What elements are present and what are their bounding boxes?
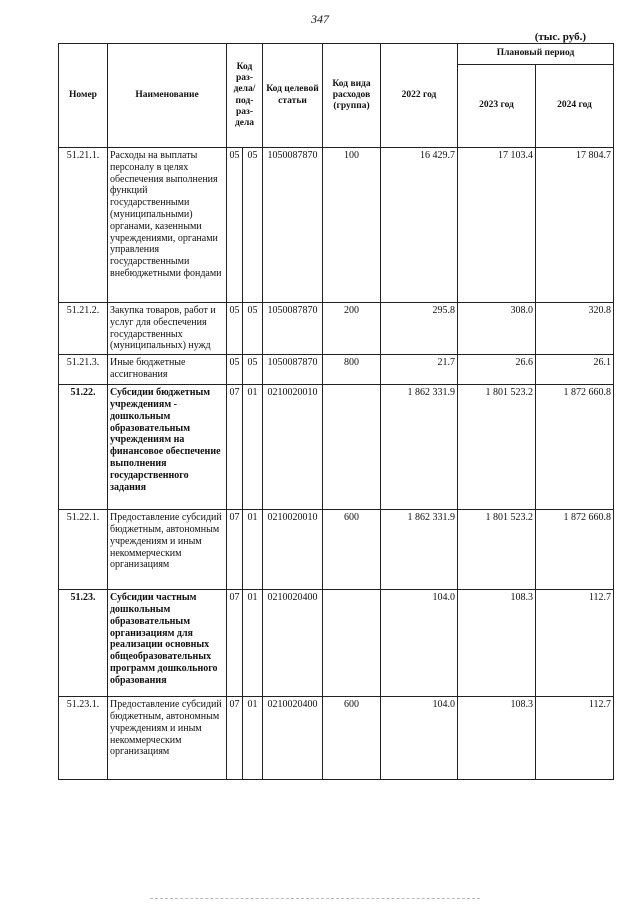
row-name: Иные бюджетные ассигнования	[108, 355, 227, 385]
row-2024: 26.1	[536, 355, 614, 385]
header-2022: 2022 год	[381, 44, 458, 148]
row-2023: 108.3	[458, 590, 536, 697]
header-section: Код раз-дела/ под-раз-дела	[227, 44, 263, 148]
row-2022: 1 862 331.9	[381, 510, 458, 590]
row-target: 0210020010	[263, 510, 323, 590]
row-2022: 295.8	[381, 303, 458, 355]
row-2024: 1 872 660.8	[536, 385, 614, 510]
row-2022: 104.0	[381, 697, 458, 780]
row-name: Расходы на выплаты персоналу в целях обеспечения выполнения функций государственными (муниципальными) органами, казенными учреждениями, органами управления государственными внебюджетными фондами	[108, 148, 227, 303]
row-number: 51.22.1.	[59, 510, 108, 590]
row-subsection: 05	[243, 148, 263, 303]
row-target: 0210020400	[263, 590, 323, 697]
row-subsection: 05	[243, 303, 263, 355]
table-row	[59, 303, 614, 355]
row-section: 07	[227, 697, 243, 780]
table-row	[59, 385, 614, 510]
row-2023: 26.6	[458, 355, 536, 385]
row-2023: 1 801 523.2	[458, 385, 536, 510]
row-2024: 320.8	[536, 303, 614, 355]
row-subsection: 01	[243, 385, 263, 510]
row-subsection: 05	[243, 355, 263, 385]
row-number: 51.23.1.	[59, 697, 108, 780]
row-2024: 1 872 660.8	[536, 510, 614, 590]
row-2022: 104.0	[381, 590, 458, 697]
header-number: Номер	[59, 44, 108, 148]
row-target: 1050087870	[263, 355, 323, 385]
row-name: Предоставление субсидий бюджетным, автономным учреждениям и иным некоммерческим организациям	[108, 510, 227, 590]
row-section: 07	[227, 385, 243, 510]
row-2023: 308.0	[458, 303, 536, 355]
row-section: 07	[227, 510, 243, 590]
row-number: 51.23.	[59, 590, 108, 697]
row-section: 07	[227, 590, 243, 697]
row-section: 05	[227, 303, 243, 355]
table-body	[59, 148, 614, 780]
row-target: 0210020400	[263, 697, 323, 780]
header-target: Код целевой статьи	[263, 44, 323, 148]
row-name: Субсидии бюджетным учреждениям - дошкольным образовательным учреждениям на финансовое обеспечение выполнения государственного задания	[108, 385, 227, 510]
header-plan-period: Плановый период	[458, 44, 614, 65]
row-2023: 1 801 523.2	[458, 510, 536, 590]
header-name: Наименование	[108, 44, 227, 148]
row-subsection: 01	[243, 697, 263, 780]
row-expense-type	[323, 590, 381, 697]
header-row-1	[59, 44, 614, 65]
row-target: 1050087870	[263, 148, 323, 303]
row-2023: 108.3	[458, 697, 536, 780]
row-expense-type: 600	[323, 510, 381, 590]
row-expense-type: 200	[323, 303, 381, 355]
row-number: 51.21.3.	[59, 355, 108, 385]
row-number: 51.22.	[59, 385, 108, 510]
table-row	[59, 590, 614, 697]
row-subsection: 01	[243, 590, 263, 697]
row-name: Закупка товаров, работ и услуг для обеспечения государственных (муниципальных) нужд	[108, 303, 227, 355]
row-target: 1050087870	[263, 303, 323, 355]
table-row	[59, 510, 614, 590]
row-2022: 16 429.7	[381, 148, 458, 303]
table-row	[59, 148, 614, 303]
table-row	[59, 697, 614, 780]
row-expense-type	[323, 385, 381, 510]
row-expense-type: 600	[323, 697, 381, 780]
row-name: Предоставление субсидий бюджетным, автономным учреждениям и иным некоммерческим организациям	[108, 697, 227, 780]
row-2022: 21.7	[381, 355, 458, 385]
header-2024: 2024 год	[536, 65, 614, 148]
budget-table	[58, 43, 614, 780]
row-expense-type: 100	[323, 148, 381, 303]
row-target: 0210020010	[263, 385, 323, 510]
row-2024: 112.7	[536, 590, 614, 697]
row-2024: 17 804.7	[536, 148, 614, 303]
row-number: 51.21.2.	[59, 303, 108, 355]
table-row	[59, 355, 614, 385]
row-name: Субсидии частным дошкольным образовательным организациям для реализации основных общеобразовательных программ дошкольного образования	[108, 590, 227, 697]
row-2023: 17 103.4	[458, 148, 536, 303]
page-number: 347	[311, 12, 329, 26]
scan-noise	[150, 898, 480, 901]
header-expense-type: Код вида расходов (группа)	[323, 44, 381, 148]
row-section: 05	[227, 148, 243, 303]
units-label: (тыс. руб.)	[534, 31, 586, 43]
row-2024: 112.7	[536, 697, 614, 780]
row-2022: 1 862 331.9	[381, 385, 458, 510]
row-number: 51.21.1.	[59, 148, 108, 303]
row-subsection: 01	[243, 510, 263, 590]
row-expense-type: 800	[323, 355, 381, 385]
row-section: 05	[227, 355, 243, 385]
header-2023: 2023 год	[458, 65, 536, 148]
